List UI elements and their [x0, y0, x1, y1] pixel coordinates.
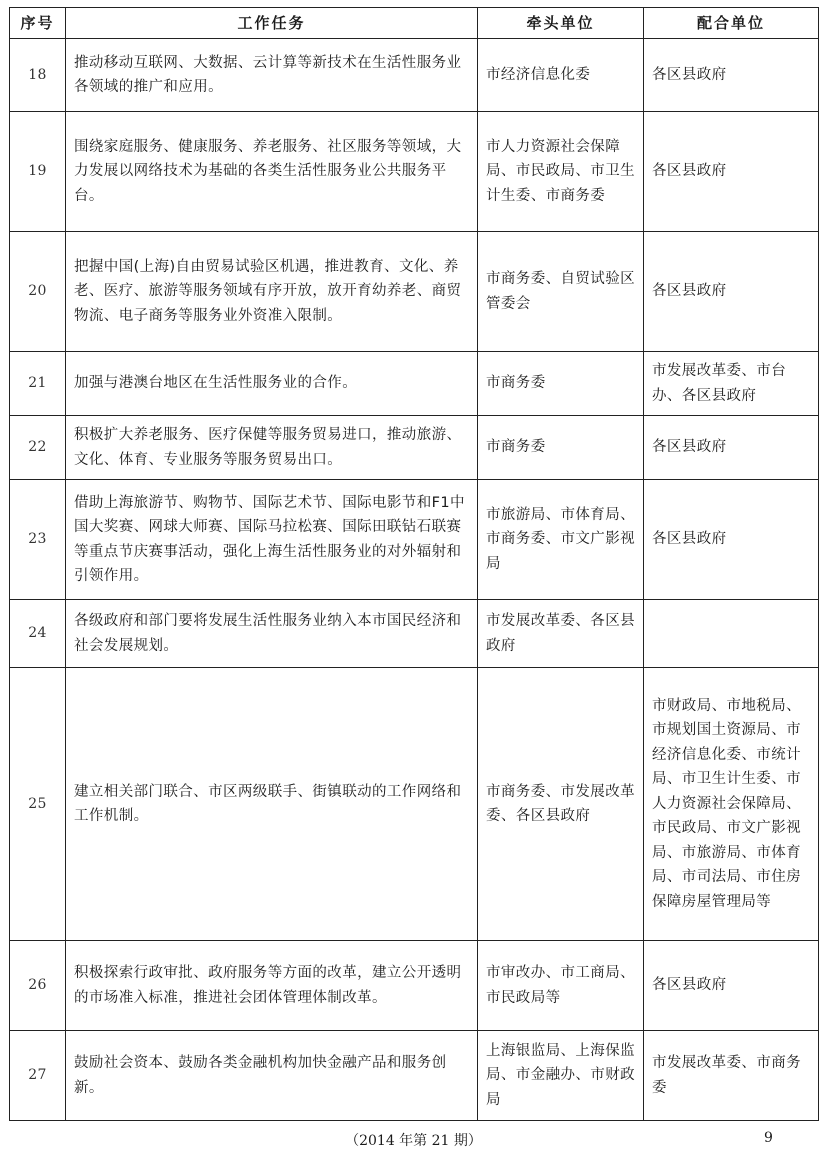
header-num: 序号 [10, 8, 66, 39]
row-task: 积极探索行政审批、政府服务等方面的改革，建立公开透明的市场准入标准，推进社会团体管理体制改革。 [66, 941, 478, 1031]
row-num: 27 [10, 1031, 66, 1121]
row-task: 建立相关部门联合、市区两级联手、街镇联动的工作网络和工作机制。 [66, 668, 478, 941]
row-task: 推动移动互联网、大数据、云计算等新技术在生活性服务业各领域的推广和应用。 [66, 39, 478, 112]
row-support-unit: 市财政局、市地税局、市规划国土资源局、市经济信息化委、市统计局、市卫生计生委、市人力资源社会保障局、市民政局、市文广影视局、市旅游局、市体育局、市司法局、市住房保障房屋管理局等 [644, 668, 819, 941]
row-lead-unit: 市商务委、自贸试验区管委会 [478, 232, 644, 352]
row-support-unit [644, 600, 819, 668]
row-support-unit: 市发展改革委、市台办、各区县政府 [644, 352, 819, 416]
row-lead-unit: 市发展改革委、各区县政府 [478, 600, 644, 668]
table-row [10, 1031, 819, 1121]
table-row [10, 600, 819, 668]
row-task: 各级政府和部门要将发展生活性服务业纳入本市国民经济和社会发展规划。 [66, 600, 478, 668]
page-number: 9 [764, 1130, 773, 1146]
row-lead-unit: 市审改办、市工商局、市民政局等 [478, 941, 644, 1031]
row-support-unit: 各区县政府 [644, 39, 819, 112]
row-num: 21 [10, 352, 66, 416]
row-lead-unit: 市商务委 [478, 352, 644, 416]
row-num: 26 [10, 941, 66, 1031]
row-task: 借助上海旅游节、购物节、国际艺术节、国际电影节和F1中国大奖赛、网球大师赛、国际马拉松赛、国际田联钻石联赛等重点节庆赛事活动，强化上海生活性服务业的对外辐射和引领作用。 [66, 480, 478, 600]
row-support-unit: 市发展改革委、市商务委 [644, 1031, 819, 1121]
page-footer [0, 1128, 827, 1152]
row-lead-unit: 市经济信息化委 [478, 39, 644, 112]
row-lead-unit: 市商务委、市发展改革委、各区县政府 [478, 668, 644, 941]
row-num: 24 [10, 600, 66, 668]
row-support-unit: 各区县政府 [644, 941, 819, 1031]
table-row [10, 480, 819, 600]
issue-label: （2014 年第 21 期） [345, 1133, 482, 1149]
header-lead-unit: 牵头单位 [478, 8, 644, 39]
table-row [10, 416, 819, 480]
row-lead-unit: 市旅游局、市体育局、市商务委、市文广影视局 [478, 480, 644, 600]
row-support-unit: 各区县政府 [644, 416, 819, 480]
task-table [9, 7, 819, 1121]
table-row [10, 39, 819, 112]
table-row [10, 232, 819, 352]
row-num: 19 [10, 112, 66, 232]
row-num: 22 [10, 416, 66, 480]
row-num: 25 [10, 668, 66, 941]
row-support-unit: 各区县政府 [644, 232, 819, 352]
row-num: 18 [10, 39, 66, 112]
header-task: 工作任务 [66, 8, 478, 39]
table-row [10, 941, 819, 1031]
row-task: 围绕家庭服务、健康服务、养老服务、社区服务等领域，大力发展以网络技术为基础的各类生活性服务业公共服务平台。 [66, 112, 478, 232]
row-lead-unit: 市人力资源社会保障局、市民政局、市卫生计生委、市商务委 [478, 112, 644, 232]
row-task: 把握中国(上海)自由贸易试验区机遇，推进教育、文化、养老、医疗、旅游等服务领域有序开放，放开育幼养老、商贸物流、电子商务等服务业外资准入限制。 [66, 232, 478, 352]
header-row [10, 8, 819, 39]
table-row [10, 352, 819, 416]
row-task: 积极扩大养老服务、医疗保健等服务贸易进口，推动旅游、文化、体育、专业服务等服务贸易出口。 [66, 416, 478, 480]
row-support-unit: 各区县政府 [644, 480, 819, 600]
row-task: 鼓励社会资本、鼓励各类金融机构加快金融产品和服务创新。 [66, 1031, 478, 1121]
row-num: 20 [10, 232, 66, 352]
header-support-unit: 配合单位 [644, 8, 819, 39]
table-row [10, 112, 819, 232]
row-task: 加强与港澳台地区在生活性服务业的合作。 [66, 352, 478, 416]
row-lead-unit: 市商务委 [478, 416, 644, 480]
row-support-unit: 各区县政府 [644, 112, 819, 232]
table-row [10, 668, 819, 941]
row-lead-unit: 上海银监局、上海保监局、市金融办、市财政局 [478, 1031, 644, 1121]
row-num: 23 [10, 480, 66, 600]
